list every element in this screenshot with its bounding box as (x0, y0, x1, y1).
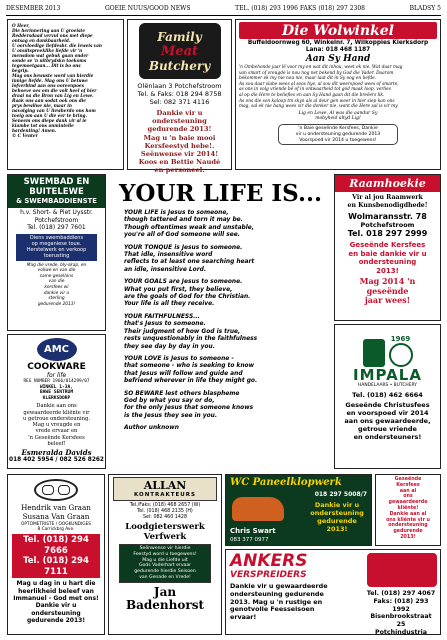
hendrik-van-graan-ad (7, 474, 105, 635)
raamhoekie-address: Wolmaransstr. 78 (348, 211, 427, 221)
wolwinkel-logo: Die Wolwinkel (282, 22, 394, 39)
wolwinkel-greeting-line: Voorspoed vir 2014 u toegewens! (299, 137, 377, 143)
wc-logo: WC Paneelklopwerk (230, 477, 342, 488)
hendrik-message-line: ondersteuning (31, 609, 81, 617)
impala-message-line: getroue vriende (358, 425, 417, 433)
amc-cookware-ad (7, 334, 106, 469)
hendrik-names (8, 504, 104, 522)
prayer-poem-box (7, 19, 124, 170)
wc-paneelklopwerk-ad (225, 474, 372, 546)
side-greeting-line: ons kliënte vir u (386, 517, 430, 523)
header-masthead: GOEIE NUUS/GOOD NEWS (104, 5, 191, 12)
swembad-message-line: sterling (48, 296, 65, 302)
wolwinkel-phone: Lana: 018 468 1187 (305, 47, 371, 53)
article-line: That idle, insensitive word (124, 252, 213, 259)
swembad-message-line: same gesel/ons (39, 273, 74, 279)
prayer-poem-text (12, 23, 119, 138)
article-line: befriend wherever in life they might go. (124, 378, 258, 385)
side-greeting-line: 2013! (400, 534, 416, 540)
wolwinkel-verse-line: mobyheid altyd Lig! (315, 116, 361, 122)
article-line: that's Jesus to someone. (124, 321, 206, 328)
butchery-message-line: en personeel. (154, 166, 205, 175)
wc-message-line: 2013! (326, 525, 348, 533)
article-line: YOUR LIFE is Jesus to someone, (124, 210, 229, 216)
butchery-message-line: gedurende 2013! (147, 125, 212, 134)
wolwinkel-greeting-line: 'n Baie geseënde Kersfees, Dankie (298, 125, 378, 131)
butchery-tel-fax: Tel. & Faks: 018 294 8758 (137, 90, 222, 98)
impala-tel: Tel. (018) 462 6664 (352, 390, 423, 399)
swembad-title (8, 175, 105, 208)
wolwinkel-greeting-line: vir u ondersteuning gedurende 2013 (295, 131, 381, 137)
family-meat-butchery-ad (127, 19, 232, 175)
car-icon (232, 497, 284, 521)
poem-line: behoeve oes om die volt heel of hier (12, 88, 97, 93)
article-line: you're all of God someone will see. (124, 232, 240, 239)
article-line: for the only Jesus that someone knows (124, 405, 254, 412)
raamhoekie-intro-line: en Kunsbenodigdhede! (347, 201, 428, 209)
impala-badge-icon (389, 343, 413, 367)
side-greeting-line: Geseënde (394, 477, 422, 482)
impala-ad (334, 324, 441, 469)
wolwinkel-body-line: As ons die son kaloop tm skyn als al deur gen weer in hier siep kan ons (239, 98, 395, 104)
article-line: YOUR TONQUE is Jesus to someone. (124, 244, 243, 251)
amc-message-line: Dankie aan ons (36, 403, 77, 410)
poem-line: U onuitspreeklike liefde vir 'n (12, 48, 83, 53)
swembad-contact-line: h.v. Short- & Piet Uysstr. (20, 209, 93, 216)
article-line: Their judgment of how God is true, (124, 328, 241, 335)
article-line: What you put first, they believe, (124, 286, 233, 293)
wolwinkel-body-line: 'n Ombehonde jaar lê voor my en wat dit inhou, weet ek nie. Wat daar mag (239, 65, 403, 70)
side-greeting-line: ondersteuning (388, 523, 428, 529)
wolwinkel-body-line: van smart of vreugde is nou nog net bekend by God die Vader. Daarom (239, 70, 394, 76)
swembad-contact-line: Tel. (018) 297 7601 (27, 224, 86, 231)
swembad-service-line: toerusting (43, 253, 70, 260)
ankers-contact-line: Bisenbrookstraat 25 (370, 613, 432, 629)
poem-line: Reddersdaad vervul ons met diepe (12, 33, 93, 38)
header-month: DESEMBER 2013 (6, 5, 61, 12)
amc-message-line: Mag u vreugde en (32, 422, 81, 429)
article-line: an idle, insensitive Lord. (124, 266, 207, 273)
swembad-message-line: voliwe en van die (37, 268, 76, 274)
poem-line: ontsag en dankbaarheid. (12, 38, 71, 43)
wolwinkel-body-line: mag, sal ek nie bang wees vir die donker nie, want die Here sal is vir my (239, 104, 398, 110)
hendrik-message-line: gedurende 2013! (26, 617, 86, 625)
amc-message (8, 403, 105, 447)
article-line: God by what you say or do, (124, 397, 215, 404)
impala-since: 1969 (390, 335, 411, 343)
allan-message-line: Mag u die Liefde uit (142, 557, 188, 563)
poem-line: Mag ons bewuste word van hierdie (12, 73, 94, 78)
butchery-message-line: Mag u 'n baie mooi (143, 133, 216, 142)
hendrik-sub (8, 522, 104, 533)
butchery-cell: Sel: 082 371 4116 (149, 98, 210, 106)
poem-line: U oorvloedige liefdesbr. die leweis van (12, 43, 102, 48)
raamhoekie-intro (335, 194, 440, 210)
swembad-contact-line: Potchefstroom (34, 216, 79, 224)
swembad-service-line: Diens swembaddiens (29, 234, 84, 241)
ankers-verspreiders-ad (225, 549, 441, 635)
article-line: YOUR FAITHFULNESS... (124, 313, 200, 320)
article-line: SO BEWARE lest others blaspheme (124, 390, 240, 397)
amc-address-line: BAWE SENTRUM (39, 390, 74, 396)
amc-message-line: vrede ervaar en (35, 428, 78, 435)
amc-message-line: u getroue ondersteuning. (23, 415, 90, 422)
poem-line: tegemoetgaan... Dit is bo ons (12, 63, 81, 68)
wolwinkel-body-line: al op die Here te beliefies en aan Sy Hand gaan dit die breëers lik. (239, 92, 385, 98)
wolwinkel-verse-line: Lig en Lewe, Al was die aandur Sy (298, 110, 378, 116)
amc-phones: 018 402 5954 / 082 526 8262 (9, 457, 104, 464)
wolwinkel-greeting (278, 124, 398, 145)
impala-tagline: HANDELAARS • BUTCHERY (358, 383, 417, 388)
swembad-title-2: BUITELEWE (29, 187, 84, 197)
impala-message (335, 401, 440, 441)
raamhoekie-greeting (335, 241, 440, 275)
allan-message-line: Seënwense vir hierdie (139, 546, 191, 551)
raamhoekie-wish (335, 277, 440, 306)
poem-line: draai na die Bron van Lig en Lewe. (12, 93, 94, 98)
ankers-message-line: 2013. Mag u 'n rustige en (230, 597, 323, 606)
swembad-title-1: SWEMBAD EN (23, 177, 90, 187)
swembad-service-line: op meganiese toue. (31, 240, 82, 247)
raamhoekie-intro-line: Vir al jou Raamwerk (352, 194, 423, 201)
hendrik-message-line: Mag u dag in u hart die (16, 580, 96, 588)
wc-message (307, 501, 367, 533)
butchery-message-line: Kersfeestyd hebe!. (144, 141, 215, 150)
article-line: that Jesus will follow and guide and (124, 370, 243, 377)
article-line: Your life is all they receive. (124, 301, 215, 308)
butchery-message (128, 109, 231, 175)
raamhoekie-wish-line: jaar wees! (364, 295, 411, 306)
poem-line: O Heer, (12, 23, 30, 28)
hendrik-message (8, 580, 104, 624)
your-life-is-article (112, 174, 329, 470)
amc-sub: for life (46, 372, 67, 379)
raamhoekie-logo-bar (335, 175, 440, 192)
side-greeting-line: aan al (399, 488, 417, 494)
impala-emblem (335, 329, 440, 367)
poem-line: © C Venter (12, 133, 38, 138)
allan-logo (113, 477, 217, 501)
allan-message (119, 544, 211, 583)
wc-message-line: gedurende (317, 517, 357, 525)
hendrik-name-line: Hendrik van Graan (21, 503, 91, 512)
poem-line: kiambe tot ons onmintelle (12, 123, 74, 128)
raamhoekie-tel: Tel. 018 297 2999 (347, 229, 428, 239)
raamhoekie-greeting-line: ondersteuning (358, 258, 417, 267)
hendrik-message-line: Immanuel - God met ons! (13, 595, 99, 602)
allan-contact-line: Tel./Faks: (018) 468 2657 (W) (129, 503, 201, 508)
raamhoekie-wish-line: geseënde (366, 285, 409, 296)
side-greeting-line: gewaardeerde (388, 500, 428, 506)
swembad-contact (8, 209, 105, 232)
wc-message-line: ondersteuning (310, 509, 364, 517)
impala-flag-icon (363, 339, 385, 367)
allan-message-line: van Genade en Vrede! (139, 574, 191, 580)
article-body (112, 208, 329, 433)
wolwinkel-ad (235, 19, 441, 170)
butchery-address: Olënlaan 3 Potchefstroom (137, 82, 222, 90)
poem-line: prys bewilwe nie, maar in (12, 103, 72, 108)
swembad-ad (7, 174, 106, 331)
poem-line: Die herinnering aan U groeiste (12, 28, 86, 33)
raamhoekie-greeting-line: 2013! (376, 266, 399, 275)
swembad-message-line: van die (48, 279, 65, 285)
swembad-services (16, 234, 97, 261)
raamhoekie-greeting-line: en baie dankie vir u (348, 249, 427, 258)
side-greeting-line: kliënte! (397, 505, 419, 511)
wolwinkel-body-line: as ons in volg vriende bê of in ontwaarheid tot god maak loop, verlies (239, 87, 391, 93)
poem-line: mensdom wat gebuk gaan onder (12, 53, 89, 58)
swembad-message-line: kersfees wi (44, 285, 69, 291)
impala-message-line: Geseënde Christusfees (345, 401, 430, 409)
page-header (6, 5, 441, 16)
poem-line: lofverbind aan ons ooreenpoes (12, 83, 84, 88)
raamhoekie-logo: Raamhoekie (349, 177, 426, 190)
ankers-logo-2: VERSPREIDERS (230, 570, 307, 580)
article-line: YOUR LOVE is Jesus to someone - (124, 355, 234, 362)
amc-message-line: beleef! (47, 441, 66, 448)
allan-logo-text: ALLAN (143, 478, 187, 492)
butchery-message-line: Koos en Bettie Naudé (138, 158, 221, 167)
swembad-message-line: gedurende 2013! (37, 301, 76, 307)
glasses-icon (34, 479, 78, 501)
ankers-message (226, 582, 366, 623)
allan-contact-line: Tel. (018) 468 2135 (H) (137, 509, 193, 514)
swembad-title-3: & SWEMBADDIENSTE (16, 197, 97, 205)
ankers-contact-line: Tel. (018) 297 4067 (366, 590, 436, 597)
wc-phone: 018 297 5008/7 (314, 491, 367, 498)
hendrik-sub-line: 8 Carrickbrg Ave. (37, 526, 75, 532)
wolwinkel-body-line: bekommer ek my nie nou nie, maar laat dit in Sy oog en liefde. (239, 76, 377, 82)
side-greeting-line: Kersfees (396, 482, 420, 488)
wolwinkel-body (236, 65, 440, 110)
side-greeting-line: gedurende (393, 529, 423, 535)
amc-message-line: gewaardeerde kliënte vir (23, 409, 90, 416)
amc-address (8, 385, 105, 402)
wolwinkel-body-line: As sou daar slabe wees al soos hye, al sou dit weerspoed wees of smarte, (239, 81, 399, 87)
article-paragraph (124, 391, 325, 421)
ankers-contact (365, 590, 437, 637)
hendrik-tel-2: Tel. (018) 294 7111 (23, 556, 89, 577)
wc-message-line: Dankie vir u (314, 501, 360, 509)
allan-message-line: gedurende hierdie Seisoen (134, 569, 196, 575)
ankers-message-line: ondersteuning gedurende (230, 589, 324, 598)
impala-logo: IMPALA (353, 366, 422, 384)
article-paragraph (124, 356, 325, 386)
article-line: rests unquestionably in the faithfulness (124, 336, 258, 343)
allan-contact (109, 503, 221, 521)
allan-person (109, 586, 221, 612)
poem-line: sonde se 'n uitbrydskn toekoms (12, 58, 87, 63)
allan-person-line: Badenhorst (125, 597, 205, 612)
swembad-message-line: dankie vir u (43, 290, 70, 296)
allan-message-line: Feestyd word u toegewens! (133, 551, 197, 557)
raamhoekie-greeting-line: Geseënde Kersfees (349, 241, 426, 250)
header-page: BLADSY 5 (409, 5, 441, 12)
article-line: Author unknown (124, 425, 179, 432)
article-line: Though oftentimes weak and unstable, (124, 224, 255, 231)
impala-message-line: en ondersteuners! (353, 433, 422, 441)
raamhoekie-wish-line: Mag 2014 'n (359, 276, 416, 287)
allan-kontrakteurs-ad (108, 474, 222, 635)
wolwinkel-verse (236, 111, 440, 122)
article-paragraph (124, 245, 325, 275)
amc-logo-text: AMC (43, 344, 70, 355)
poem-line: begrip. (12, 68, 29, 73)
wolwinkel-address: Buffeldoornweg 60, Winkelnr. 7, Wilkoppies Klerksdorp (247, 40, 429, 46)
article-line: is the Jesus they see in you. (124, 412, 218, 419)
article-paragraph (124, 314, 325, 351)
ankers-message-line: Dankie vir u gewaardeerde (230, 582, 328, 590)
hendrik-name-line: Susana Van Graan (22, 511, 90, 521)
butchery-logo-line-3: Butchery (148, 58, 211, 73)
wc-chris-tel: 083 377 0977 (230, 537, 269, 543)
butchery-logo (139, 23, 221, 79)
article-paragraph (124, 210, 325, 240)
swembad-message (8, 263, 105, 308)
hendrik-sub-line: OPTOMETRISTE / OOGKUNDIGES (20, 521, 92, 527)
article-line: are the goals of God for the Christian. (124, 294, 251, 301)
side-greeting-text (376, 475, 440, 541)
amc-signature: Esmeralda Davids (21, 448, 92, 458)
amc-address-line: KLERKSDORP (42, 395, 71, 401)
amc-address-line: WINKEL 1-3A, (39, 384, 74, 390)
amc-message-line: 'n Geseënde Kersfees (28, 434, 85, 441)
allan-trade-line: Loodgieterswerk (125, 522, 205, 532)
side-greeting-ad (375, 474, 441, 546)
ankers-message-line: ervaar! (230, 613, 257, 622)
article-line: YOUR GOALS are Jesus to someone. (124, 279, 243, 286)
amc-title: COOKWARE (27, 362, 86, 372)
hendrik-message-line: Dankie vir u (35, 602, 77, 610)
swembad-message-line: Mag die vrede, bly-skap, en (26, 262, 87, 268)
allan-person-line: Jan (153, 584, 177, 599)
allan-trade-line: Verfwerk (143, 532, 187, 542)
article-line: though tattered and torn it may be. (124, 217, 243, 224)
poem-line: Seneem ons diepe dank vir al ie (12, 118, 87, 123)
poem-line: hardenting! Amen. (12, 128, 57, 133)
swembad-service-line: Herstelwerk en verkoop (26, 247, 87, 254)
hendrik-phones (12, 534, 100, 578)
truck-icon (367, 553, 437, 587)
raamhoekie-city: Potchefstroom (360, 221, 415, 230)
ankers-contact-line: Faks: (018) 293 1992 (373, 597, 429, 613)
article-line: they see day by day in you. (124, 343, 215, 350)
ankers-logo-1: ANKERS (230, 551, 308, 571)
side-greeting-line: Dankie aan al (389, 511, 427, 517)
butchery-contact (128, 82, 231, 106)
article-title: YOUR LIFE IS... (118, 180, 322, 207)
article-paragraph (124, 425, 325, 432)
poem-line: navolging van U liewherdo ons hom (12, 108, 96, 113)
butchery-message-line: Dankie vir u (156, 109, 203, 117)
impala-message-line: en voorspoed vir 2014 (346, 409, 429, 417)
article-line: reflects to at least one searching heart (124, 259, 255, 266)
allan-trades (109, 522, 221, 542)
ankers-logo (226, 550, 356, 582)
wolwinkel-slogan: Aan Sy Hand (305, 54, 371, 64)
poem-line: Raak ons aan sodat ook ons die (12, 98, 86, 103)
raamhoekie-ad (334, 174, 441, 321)
poem-line: toeig om aan U die eer te bring. (12, 113, 87, 118)
hendrik-tel-1: Tel. (018) 294 7666 (23, 535, 89, 556)
article-paragraph (124, 279, 325, 309)
header-phone: TEL. (018) 293 1996 FAKS (018) 297 2308 (235, 5, 365, 12)
butchery-message-line: Seënwense vir 2014! (140, 150, 219, 159)
ankers-contact-line: Potchindustria (374, 628, 428, 636)
hendrik-message-line: heerlikheid beleef van (18, 587, 94, 595)
butchery-logo-line-1: Family (157, 29, 202, 44)
butchery-message-line: ondersteuning (152, 117, 207, 126)
butchery-logo-line-2: Meat (160, 43, 199, 59)
ankers-message-line: genotvolle Feesseisoen (230, 605, 315, 614)
article-line: that someone - who is seeking to know (124, 363, 255, 370)
amc-reg: REG NUMBER 1966/014299/07 (23, 379, 90, 384)
allan-logo-sub: KONTRAKTEURS (134, 491, 196, 498)
poem-line: innige liefde. Mag ons U betuwe (12, 78, 88, 83)
wc-chris: Chris Swart (230, 527, 276, 535)
wolwinkel-logo-bar (239, 22, 437, 39)
side-greeting-line: ons (403, 494, 413, 500)
allan-message-line: Gods Vaderhart ervaar (138, 563, 192, 569)
impala-message-line: aan ons gewaardeerde, (344, 417, 431, 425)
amc-logo (37, 338, 77, 361)
allan-contact-line: Sel: 082 460 1428 (142, 515, 188, 520)
